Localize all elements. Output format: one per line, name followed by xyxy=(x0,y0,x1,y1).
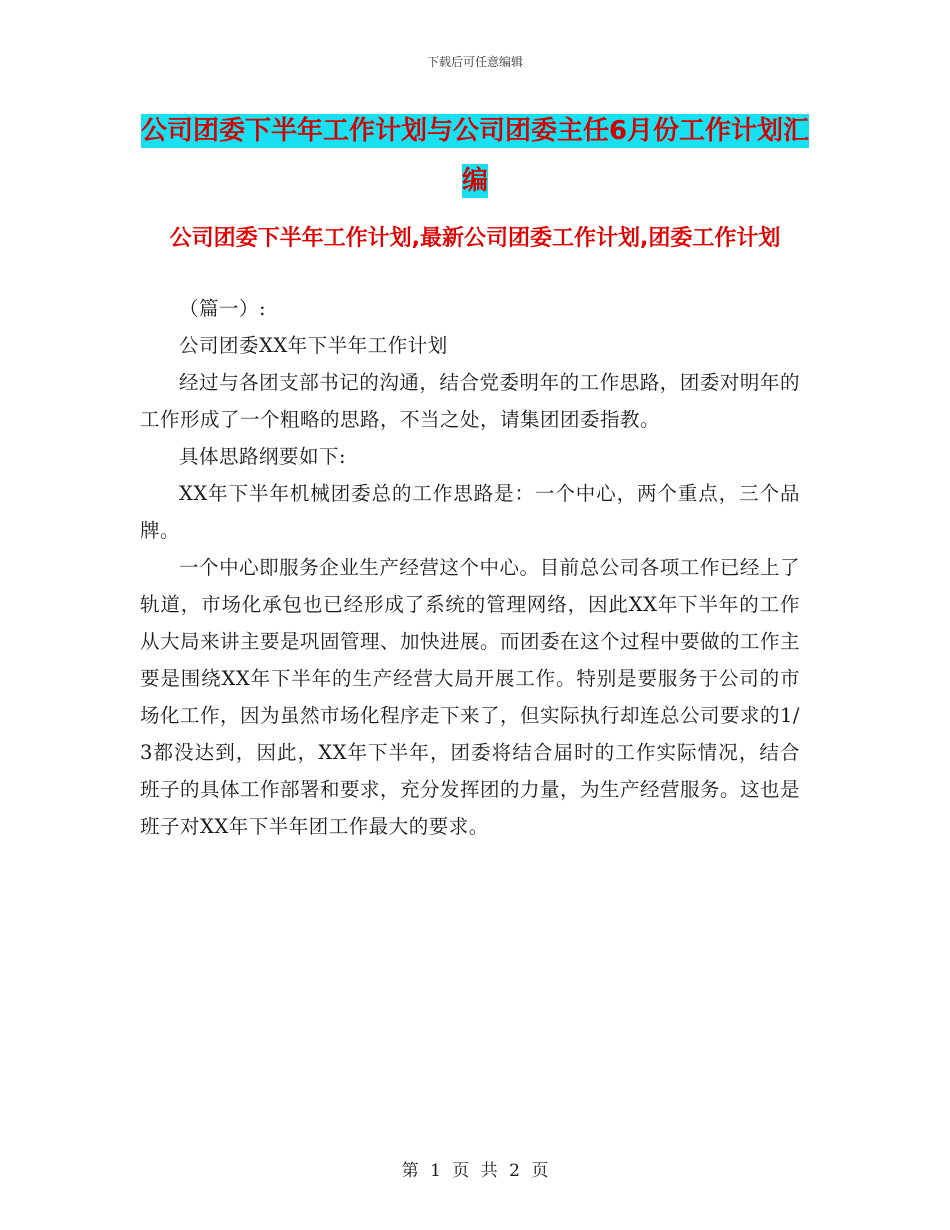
paragraph-overall-approach: XX年下半年机械团委总的工作思路是：一个中心，两个重点，三个品牌。 xyxy=(140,482,800,542)
document-title xyxy=(140,106,810,206)
paragraph-plan-heading: 公司团委XX年下半年工作计划 xyxy=(179,334,448,357)
paragraph-one-center: 一个中心即服务企业生产经营这个中心。目前总公司各项工作已经上了轨道，市场化承包也已经形成了系统的管理网络，因此XX年下半年的工作从大局来讲主要是巩固管理、加快进展。而团委在这个过程中要做的工作主要是围绕XX年下半年的生产经营大局开展工作。特别是要服务于公司的市场化工作，因为虽然市场化程序走下来了，但实际执行却连总公司要求的1/3都没达到，因此，XX年下半年，团委将结合届时的工作实际情况，结合班子的具体工作部署和要求，充分发挥团的力量，为生产经营服务。这也是班子对XX年下半年团工作最大的要求。 xyxy=(140,556,801,838)
page-number-footer: 第 1 页 共 2 页 xyxy=(401,1161,549,1181)
paragraph-outline-label: 具体思路纲要如下: xyxy=(179,445,347,468)
page-header-note: 下载后可任意编辑 xyxy=(426,55,523,69)
document-subtitle: 公司团委下半年工作计划,最新公司团委工作计划,团委工作计划 xyxy=(169,226,781,251)
paragraph-intro: 经过与各团支部书记的沟通，结合党委明年的工作思路，团委对明年的工作形成了一个粗略的思路，不当之处，请集团团委指教。 xyxy=(140,371,800,431)
document-title-text: 公司团委下半年工作计划与公司团委主任6月份工作计划汇编 xyxy=(140,116,810,196)
paragraph-section-label: （篇一）: xyxy=(179,297,267,320)
document-body xyxy=(140,290,800,845)
